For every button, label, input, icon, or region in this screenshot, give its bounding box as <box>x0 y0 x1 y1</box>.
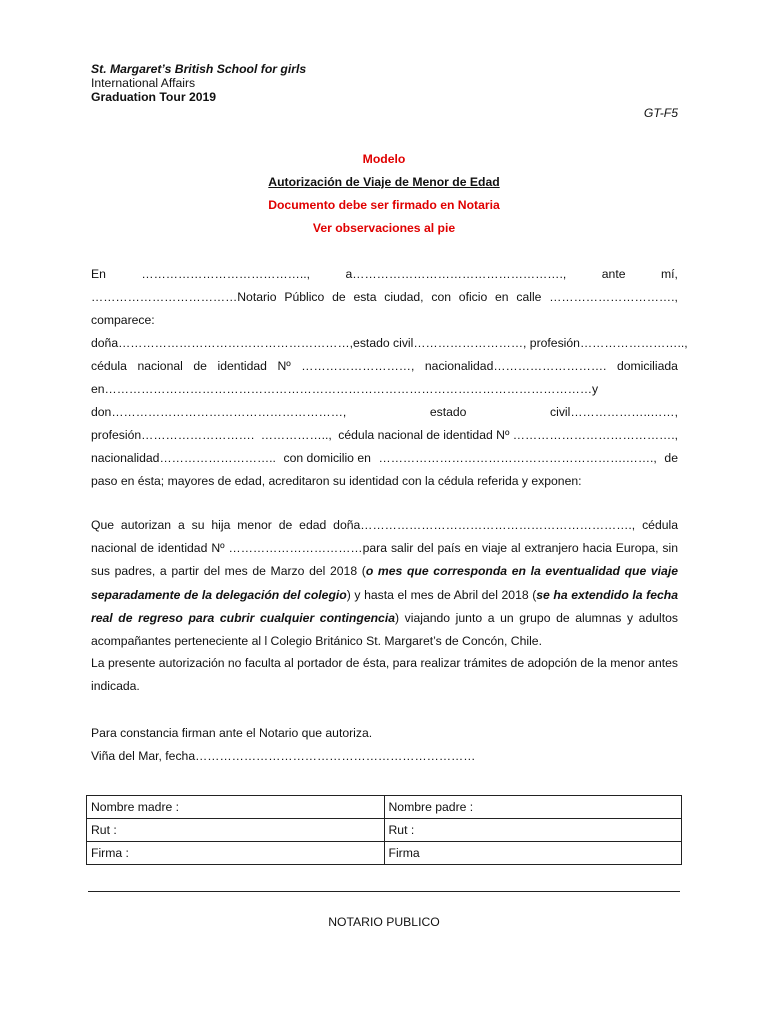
text: con domicilio en <box>283 451 371 465</box>
title-observaciones: Ver observaciones al pie <box>312 221 456 235</box>
letterhead <box>91 62 306 104</box>
text: Público <box>284 290 325 304</box>
text: de <box>193 359 207 373</box>
table-row <box>87 796 682 819</box>
text: ante <box>601 267 626 281</box>
text: cédula <box>91 359 127 373</box>
text: de <box>332 290 346 304</box>
adoption-paragraph: La presente autorización no faculta al portador de ésta, para realizar trámites de adopción de la menor antes indicada. <box>91 656 678 694</box>
text: estado <box>429 405 467 419</box>
blank: don…………………………………………………, <box>91 405 347 419</box>
table-row <box>87 819 682 842</box>
blank: civil………………..……, <box>550 405 678 419</box>
table-row <box>87 842 682 865</box>
text: con <box>431 290 452 304</box>
blank: profesión………………………. <box>91 428 255 442</box>
line-10: paso en ésta; mayores de edad, acreditaron su identidad con la cédula referida y exponen: <box>91 474 582 488</box>
text: ………………………………Notario <box>91 290 277 304</box>
text: Que autorizan a su hija menor de edad doña…………………………………………………………., cédula nacional de identidad Nº ……………………………para salir del país en viaje al extranjero hacia Europa, sin sus padres, a partir del mes de Marzo del 2018 ( <box>91 518 678 579</box>
form-code: GT-F5 <box>643 106 678 120</box>
text: de <box>664 451 678 465</box>
constancia-line: Para constancia firman ante el Notario que autoriza. <box>91 726 373 740</box>
text: mí, <box>661 267 678 281</box>
line-3: comparece: <box>91 313 155 327</box>
text: Nº <box>277 359 291 373</box>
tour-name: Graduation Tour 2019 <box>91 90 217 104</box>
title-modelo: Modelo <box>362 152 406 166</box>
title-documento: Documento debe ser firmado en Notaria <box>268 198 500 212</box>
line-6: en…………………………………………………………………………………………………………y <box>91 382 599 396</box>
blank: ………………………, <box>301 359 415 373</box>
line-8 <box>91 428 678 442</box>
line-7 <box>91 405 678 419</box>
text: identidad <box>217 359 267 373</box>
emphasis: se ha extendido la fecha real de regreso para cubrir cualquier contingencia <box>91 587 679 625</box>
line-4: doña…………………………………………………,estado civil………………………, profesión…………………….., <box>91 336 688 350</box>
notary-signature-line <box>88 891 680 892</box>
blank: cédula nacional de identidad Nº …………………………………., <box>338 428 678 442</box>
father-name-cell[interactable]: Nombre padre : <box>384 796 682 819</box>
fecha-line: Viña del Mar, fecha…………………………………………………………… <box>91 749 476 763</box>
text: en <box>495 290 509 304</box>
text: ) viajando junto a un grupo de alumnas y adultos acompañantes perteneciente al l Colegio Británico St. Margaret’s de Concón, Chile. <box>91 610 678 649</box>
line-9 <box>91 451 678 465</box>
title-autorizacion <box>0 175 768 189</box>
text: oficio <box>458 290 488 304</box>
blank: …………………………., <box>549 290 678 304</box>
blank: ………………………………….., <box>141 267 311 281</box>
text: ciudad, <box>384 290 424 304</box>
school-name: St. Margaret’s British School for girls <box>91 62 307 76</box>
mother-signature-cell[interactable]: Firma : <box>87 842 385 865</box>
line-5 <box>91 359 678 373</box>
line-1 <box>91 267 678 281</box>
blank: nacionalidad………………………. <box>424 359 607 373</box>
emphasis: o mes que corresponda en la eventualidad que viaje separadamente de la delegación del colegio <box>91 564 678 602</box>
blank: …………………………………………………….……., <box>378 451 657 465</box>
father-signature-cell[interactable]: Firma <box>384 842 682 865</box>
text: En <box>91 267 106 281</box>
text: esta <box>353 290 377 304</box>
department: International Affairs <box>91 76 196 90</box>
notary-label: NOTARIO PUBLICO <box>328 915 440 929</box>
text: ) y hasta el mes de Abril del 2018 ( <box>346 587 537 602</box>
blank: a……………………………………………., <box>345 267 567 281</box>
father-rut-cell[interactable]: Rut : <box>384 819 682 842</box>
title-autorizacion-text: Autorización de Viaje de Menor de Edad <box>268 175 500 189</box>
blank: nacionalidad……………………….. <box>91 451 276 465</box>
line-2 <box>91 290 678 304</box>
text: domiciliada <box>616 359 678 373</box>
text: calle <box>516 290 542 304</box>
mother-name-cell[interactable]: Nombre madre : <box>87 796 385 819</box>
text: nacional <box>137 359 183 373</box>
mother-rut-cell[interactable]: Rut : <box>87 819 385 842</box>
blank: …………….., <box>260 428 332 442</box>
signature-table <box>86 795 682 865</box>
authorization-paragraph <box>91 514 678 653</box>
